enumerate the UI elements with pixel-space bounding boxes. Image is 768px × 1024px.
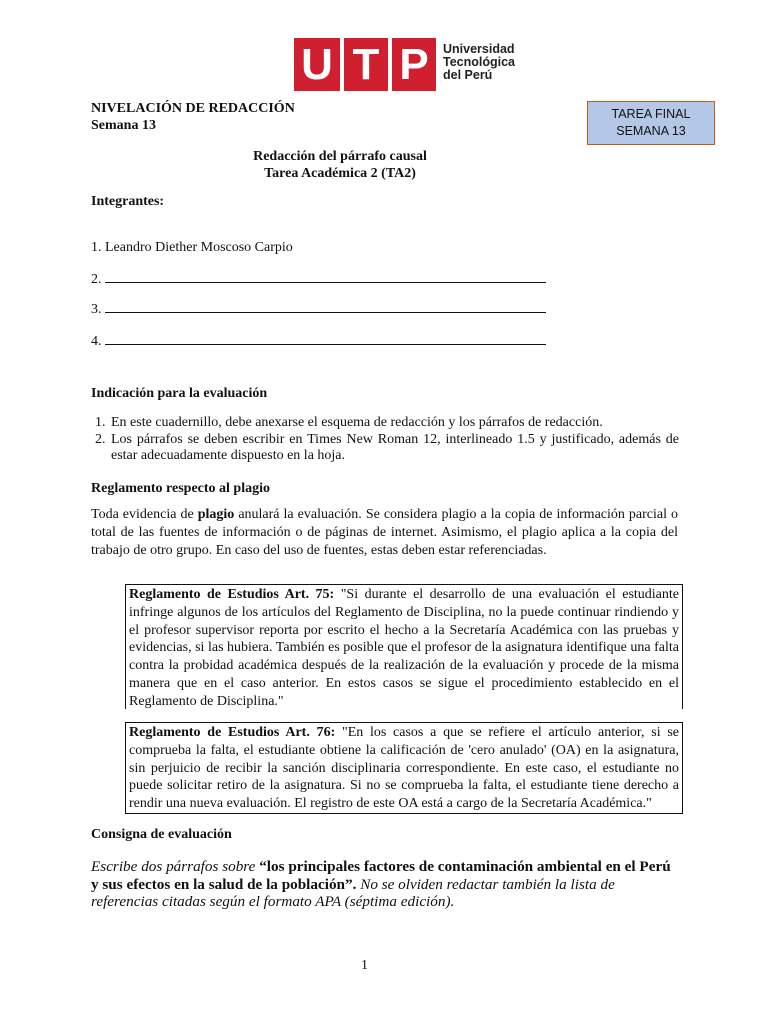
logo-letter-t: T [352, 39, 380, 89]
member-row [91, 270, 546, 288]
member-blank-line [105, 300, 546, 313]
utp-logo [294, 38, 514, 92]
plagiarism-keyword: plagio [197, 507, 235, 522]
task-badge [587, 101, 715, 145]
task-badge-line2: SEMANA 13 [616, 124, 686, 138]
member-blank-line [105, 270, 546, 283]
assignment-heading: Consigna de evaluación [91, 827, 232, 842]
logo-wordmark-line: Universidad [443, 42, 515, 56]
task-badge-line1: TAREA FINAL [611, 107, 691, 121]
member-row [91, 332, 546, 350]
assignment-closing: No se olviden redactar también la lista de referencias citadas según el formato APA (séptima edición). [91, 875, 615, 910]
course-title: NIVELACIÓN DE REDACCIÓN [91, 101, 295, 116]
regulation-article-box [125, 584, 683, 709]
member-number: 3. [91, 302, 102, 317]
evaluation-item: 1. En este cuadernillo, debe anexarse el esquema de redacción y los párrafos de redacción. [109, 415, 679, 432]
regulation-article-box [125, 722, 683, 814]
member-number: 4. [91, 334, 102, 349]
regulation-article-label: Reglamento de Estudios Art. 76: [129, 725, 336, 740]
logo-wordmark-line: del Perú [443, 68, 493, 82]
week-label: Semana 13 [91, 118, 156, 133]
member-row [91, 300, 546, 318]
assignment-intro: Escribe dos párrafos sobre [91, 858, 260, 875]
plagiarism-text: Toda evidencia de [91, 507, 198, 522]
document-title-line1: Redacción del párrafo causal [253, 149, 427, 164]
document-title-line2: Tarea Académica 2 (TA2) [264, 166, 416, 181]
member-number: 2. [91, 272, 102, 287]
regulation-article-text: "Si durante el desarrollo de una evaluación el estudiante infringe algunos de los artículos del Reglamento de Disciplina, no la puede continuar rindiendo y el profesor supervisor reporta por escrito el hecho a la Secretaría Académica con las pruebas y evidencias, si las hubiera. También es posible que el profesor de la asignatura identifique una falta contra la probidad académica después de la realización de la evaluación y procede de la misma manera que en el caso anterior. En estos casos se sigue el procedimiento establecido en el Reglamento de Disciplina." [129, 587, 679, 709]
assignment-topic: “los principales factores de contaminación ambiental en el Perú y sus efectos en la salud de la población”. [91, 858, 671, 893]
logo-letter-u: U [301, 39, 333, 89]
logo-wordmark [443, 43, 515, 82]
members-label: Integrantes: [91, 194, 165, 209]
member-number: 1. [91, 240, 102, 255]
evaluation-list [91, 415, 679, 465]
logo-wordmark-line: Tecnológica [443, 55, 516, 69]
plagiarism-text: anulará la evaluación. Se considera plagio a la copia de información parcial o total de las fuentes de información o de páginas de internet. Asimismo, el plagio aplica a la copia del trabajo de otro grupo. En caso del uso de fuentes, estas deben estar referenciadas. [91, 507, 679, 558]
plagiarism-heading: Reglamento respecto al plagio [91, 481, 270, 496]
assignment-prompt [91, 858, 679, 911]
evaluation-heading: Indicación para la evaluación [91, 386, 268, 401]
member-row [91, 239, 293, 256]
logo-letter-p: P [399, 39, 429, 89]
document-title [190, 148, 490, 182]
member-name: Leandro Diether Moscoso Carpio [105, 240, 293, 255]
member-blank-line [105, 332, 546, 345]
page-number: 1 [361, 958, 368, 973]
evaluation-item: 2. Los párrafos se deben escribir en Times New Roman 12, interlineado 1.5 y justificado, además de estar adecuadamente dispuesto en la hoja. [109, 432, 679, 465]
plagiarism-paragraph [91, 506, 678, 560]
regulation-article-label: Reglamento de Estudios Art. 75: [129, 587, 335, 602]
regulation-article-text: "En los casos a que se refiere el artículo anterior, si se comprueba la falta, el estudiante obtiene la calificación de 'cero anulado' (OA) en la asignatura, sin perjuicio de recibir la sanción disciplinaria correspondiente. En este caso, el estudiante no puede solicitar retiro de la asignatura. Si no se comprueba la falta, el estudiante tiene derecho a rendir una nueva evaluación. El registro de este OA está a cargo de la Secretaría Académica." [129, 725, 679, 812]
